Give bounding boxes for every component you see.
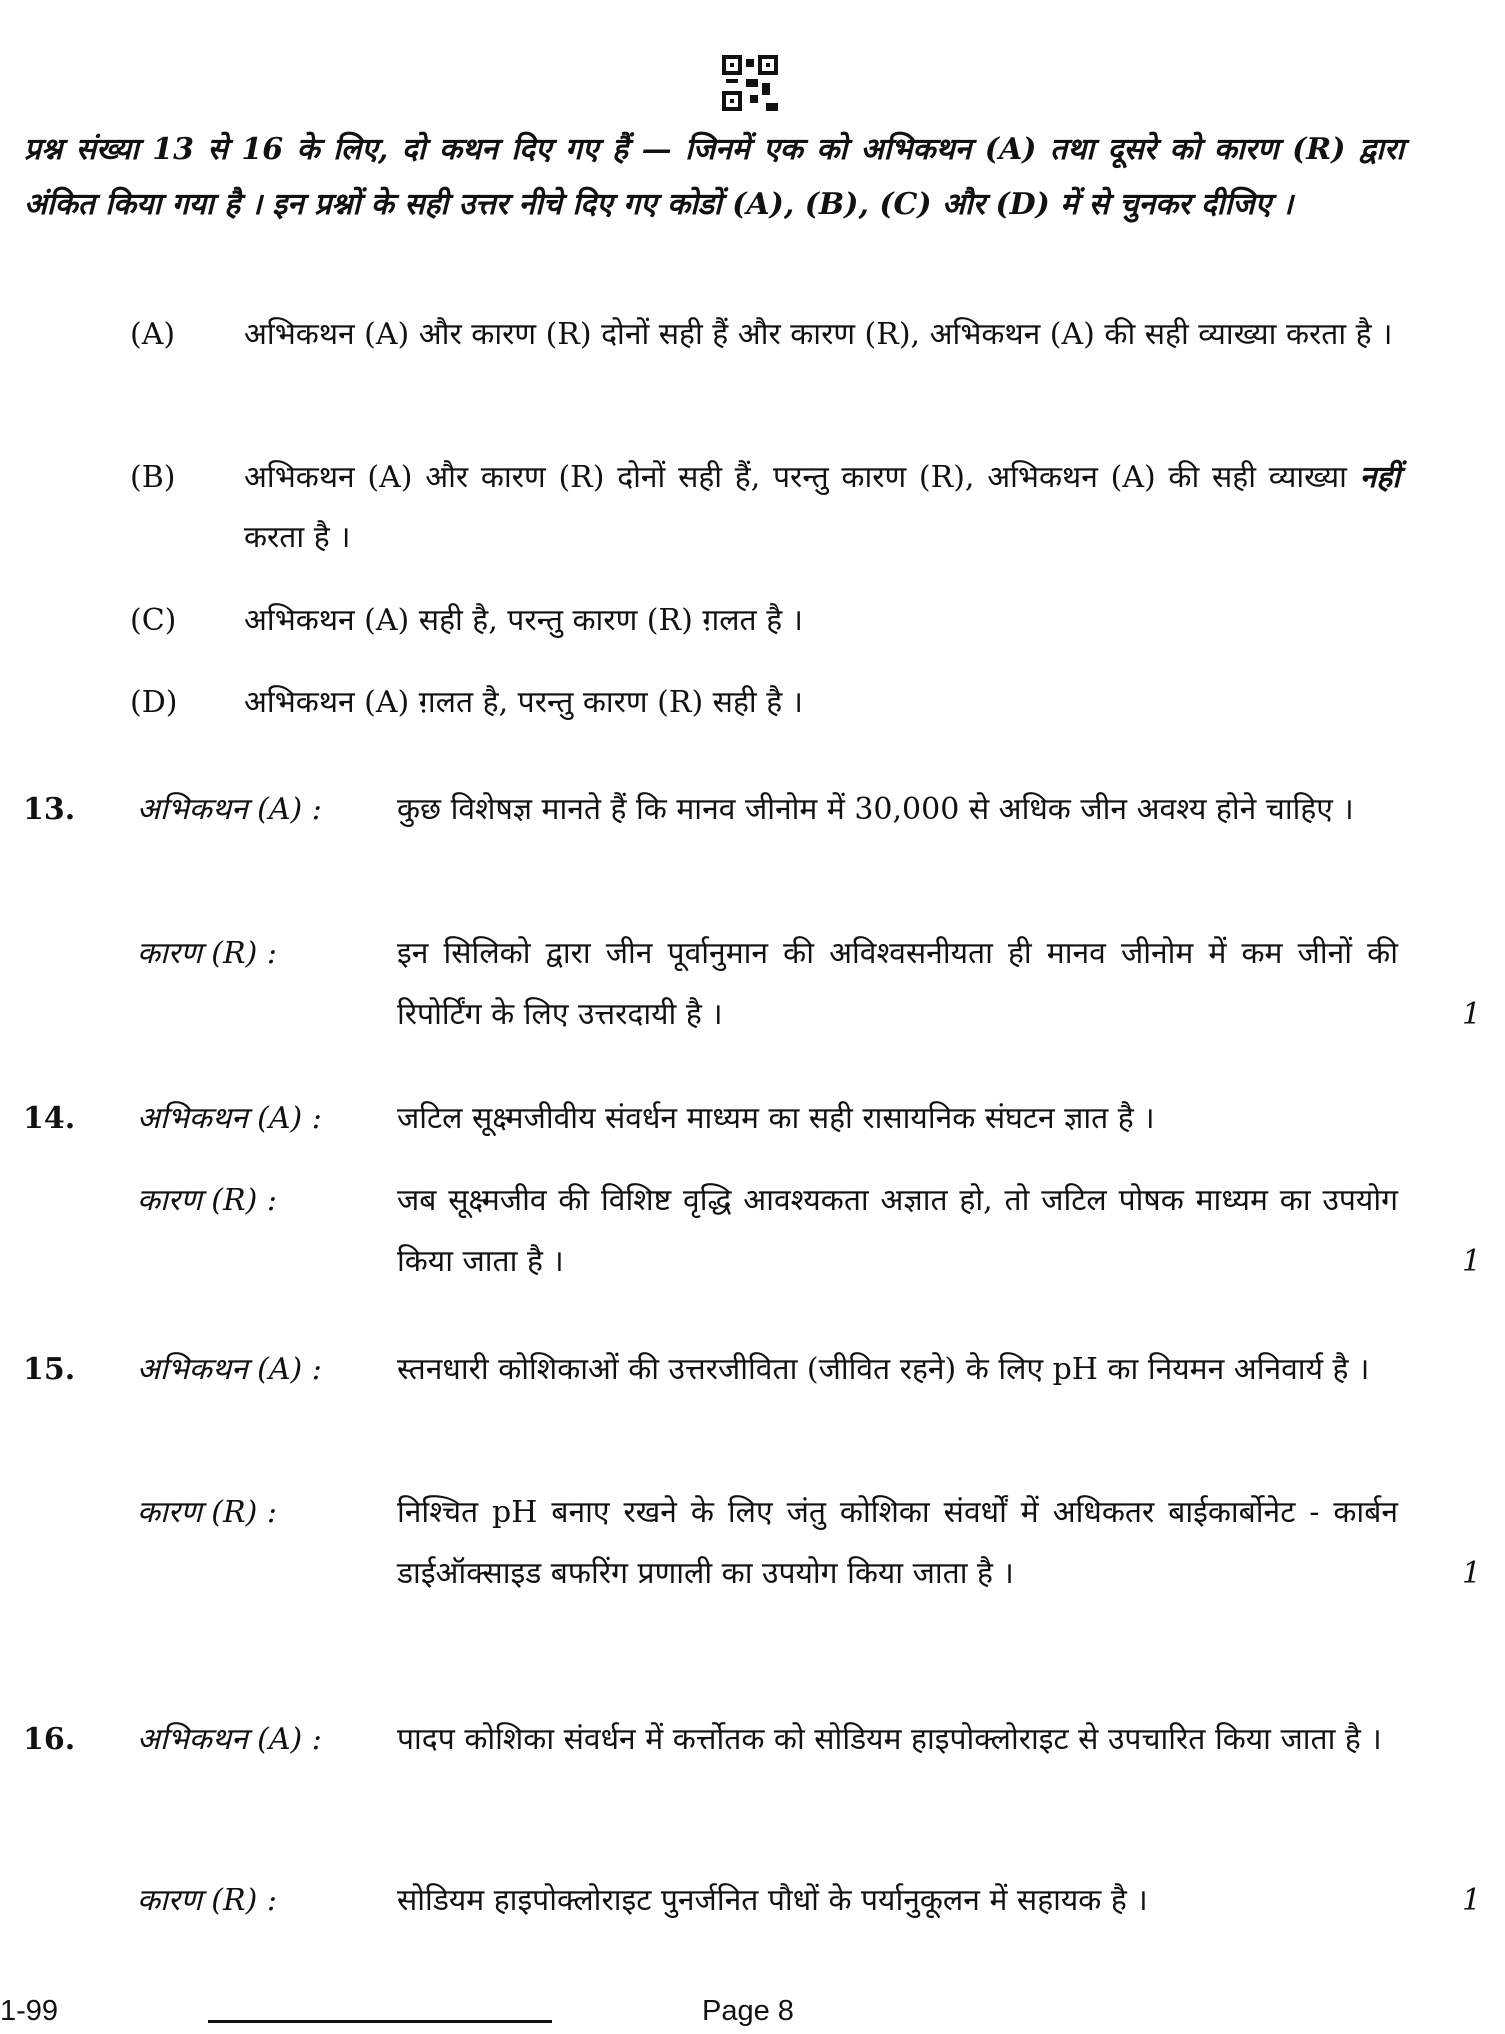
question-16-reason: [0, 1870, 1505, 1931]
option-text: अभिकथन (A) सही है, परन्तु कारण (R) ग़लत है ।: [244, 603, 804, 638]
marks: 1: [1462, 1556, 1482, 1591]
question-number: 15.: [23, 1352, 76, 1387]
reason-text: सोडियम हाइपोक्लोराइट पुनर्जनित पौधों के पर्यानुकूलन में सहायक है ।: [397, 1883, 1148, 1918]
page-number: Page 8: [702, 1995, 794, 2027]
question-13-reason: [0, 923, 1505, 1045]
assertion-text: स्तनधारी कोशिकाओं की उत्तरजीविता (जीवित रहने) के लिए pH का नियमन अनिवार्य है ।: [397, 1352, 1370, 1387]
option-a: [130, 305, 1400, 365]
question-14-reason: [0, 1170, 1505, 1292]
marks: 1: [1462, 1883, 1482, 1918]
reason-label: कारण (R) :: [137, 1183, 277, 1218]
option-b: [130, 448, 1400, 568]
option-text: अभिकथन (A) और कारण (R) दोनों सही हैं, परन्तु कारण (R), अभिकथन (A) की सही व्याख्या नहीं करता है ।: [244, 460, 1400, 555]
emphasis: नहीं: [1359, 460, 1400, 495]
question-15-assertion: [0, 1339, 1505, 1400]
reason-text: जब सूक्ष्मजीव की विशिष्ट वृद्धि आवश्यकता अज्ञात हो, तो जटिल पोषक माध्यम का उपयोग किया जाता है ।: [397, 1183, 1398, 1279]
option-c: [130, 591, 1400, 651]
question-number: 14.: [23, 1101, 76, 1136]
question-number: 13.: [23, 792, 76, 827]
assertion-text: जटिल सूक्ष्मजीवीय संवर्धन माध्यम का सही रासायनिक संघटन ज्ञात है ।: [397, 1101, 1155, 1136]
reason-label: कारण (R) :: [137, 1883, 277, 1918]
option-text: अभिकथन (A) ग़लत है, परन्तु कारण (R) सही है ।: [244, 685, 804, 720]
question-14-assertion: [0, 1088, 1505, 1149]
option-d: [130, 673, 1400, 733]
marks: 1: [1462, 1244, 1482, 1279]
paper-code: 1-99: [0, 1995, 59, 2027]
reason-text: निश्चित pH बनाए रखने के लिए जंतु कोशिका संवर्धों में अधिकतर बाईकार्बोनेट - कार्बन डाईऑक्साइड बफरिंग प्रणाली का उपयोग किया जाता है ।: [397, 1495, 1398, 1591]
question-13-assertion: [0, 779, 1505, 840]
option-text: अभिकथन (A) और कारण (R) दोनों सही हैं और कारण (R), अभिकथन (A) की सही व्याख्या करता है ।: [244, 317, 1393, 352]
footer-divider: [208, 2020, 552, 2023]
option-label: (D): [130, 685, 178, 720]
assertion-text: कुछ विशेषज्ञ मानते हैं कि मानव जीनोम में 30,000 से अधिक जीन अवश्य होने चाहिए ।: [397, 792, 1354, 827]
qr-code-icon: [722, 55, 778, 111]
assertion-text: पादप कोशिका संवर्धन में कर्त्तोतक को सोडियम हाइपोक्लोराइट से उपचारित किया जाता है ।: [397, 1722, 1382, 1757]
reason-label: कारण (R) :: [137, 936, 277, 971]
reason-text: इन सिलिको द्वारा जीन पूर्वानुमान की अविश्वसनीयता ही मानव जीनोम में कम जीनों की रिपोर्टिंग के लिए उत्तरदायी है ।: [397, 936, 1398, 1032]
question-16-assertion: [0, 1709, 1505, 1770]
option-label: (A): [130, 317, 176, 352]
assertion-label: अभिकथन (A) :: [137, 1101, 322, 1136]
question-number: 16.: [23, 1722, 76, 1757]
marks: 1: [1462, 997, 1482, 1032]
option-label: (B): [130, 460, 176, 495]
assertion-label: अभिकथन (A) :: [137, 1352, 322, 1387]
assertion-label: अभिकथन (A) :: [137, 1722, 322, 1757]
option-label: (C): [130, 603, 177, 638]
assertion-label: अभिकथन (A) :: [137, 792, 322, 827]
reason-label: कारण (R) :: [137, 1495, 277, 1530]
question-15-reason: [0, 1482, 1505, 1604]
instructions: प्रश्न संख्या 13 से 16 के लिए, दो कथन दिए गए हैं — जिनमें एक को अभिकथन (A) तथा दूसरे को कारण (R) द्वारा अंकित किया गया है । इन प्रश्नों के सही उत्तर नीचे दिए गए कोडों (A), (B), (C) और (D) में से चुनकर दीजिए ।: [24, 132, 1404, 222]
